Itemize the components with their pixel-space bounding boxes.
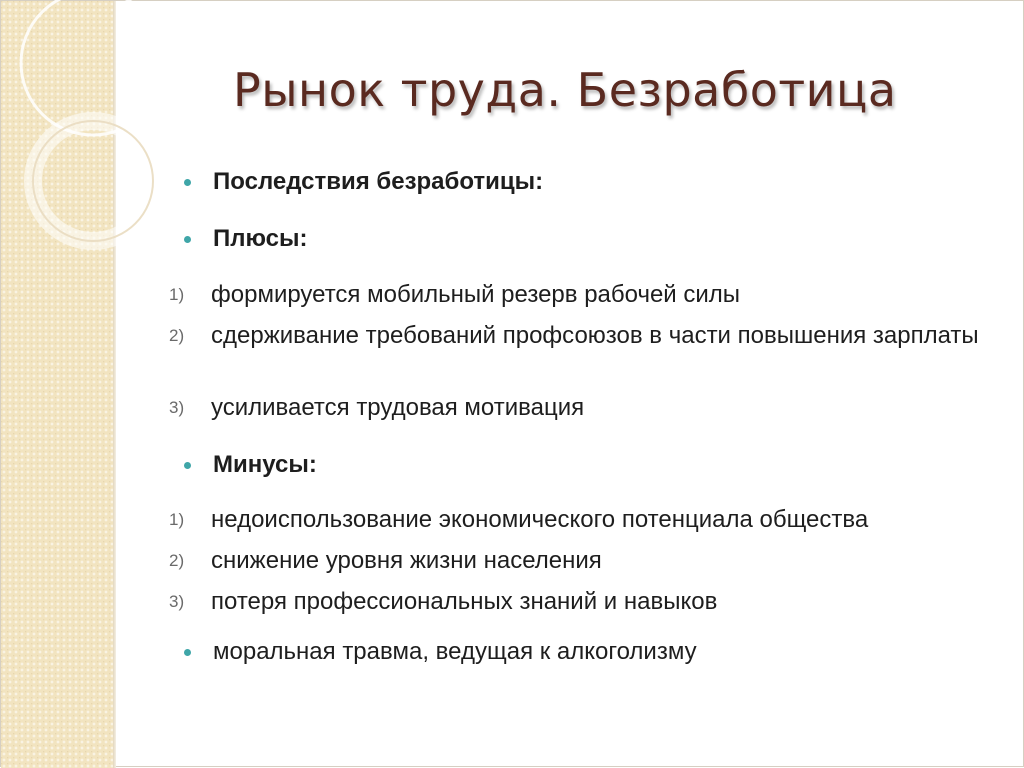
pros-label-item — [161, 223, 1003, 255]
list-number: 2) — [169, 326, 185, 345]
slide-title: Рынок труда. Безработица — [233, 63, 897, 117]
list-item-text: потеря профессиональных знаний и навыков — [211, 588, 718, 615]
extra-item — [161, 636, 1003, 668]
heading-item — [161, 166, 1003, 198]
list-number: 2) — [169, 551, 185, 570]
pros-list-item — [161, 392, 1001, 424]
pros-list-item — [161, 279, 1001, 311]
list-item-text: снижение уровня жизни населения — [211, 547, 602, 574]
cons-label-item — [161, 449, 1003, 481]
list-item-text: усиливается трудовая мотивация — [211, 394, 585, 421]
pros-label: Плюсы: — [213, 225, 308, 252]
extra-text: моральная травма, ведущая к алкоголизму — [213, 638, 697, 665]
list-item-text: сдерживание требований профсоюзов в части повышения зарплаты — [211, 322, 979, 349]
list-number: 1) — [169, 285, 185, 304]
bullet-icon — [161, 636, 213, 668]
cons-label: Минусы: — [213, 451, 317, 478]
heading-text: Последствия безработицы: — [213, 168, 544, 195]
cons-list-item — [161, 504, 1001, 536]
list-item-text: недоиспользование экономического потенциала общества — [211, 506, 869, 533]
bullet-icon — [161, 223, 213, 255]
pros-list-item — [161, 320, 1001, 352]
decorative-rings — [1, 1, 131, 301]
list-number: 3) — [169, 398, 185, 417]
cons-list-item — [161, 545, 1001, 577]
list-number: 1) — [169, 510, 185, 529]
list-number: 3) — [169, 592, 185, 611]
cons-list-item — [161, 586, 1001, 618]
bullet-icon — [161, 166, 213, 198]
list-item-text: формируется мобильный резерв рабочей силы — [211, 281, 741, 308]
bullet-icon — [161, 449, 213, 481]
